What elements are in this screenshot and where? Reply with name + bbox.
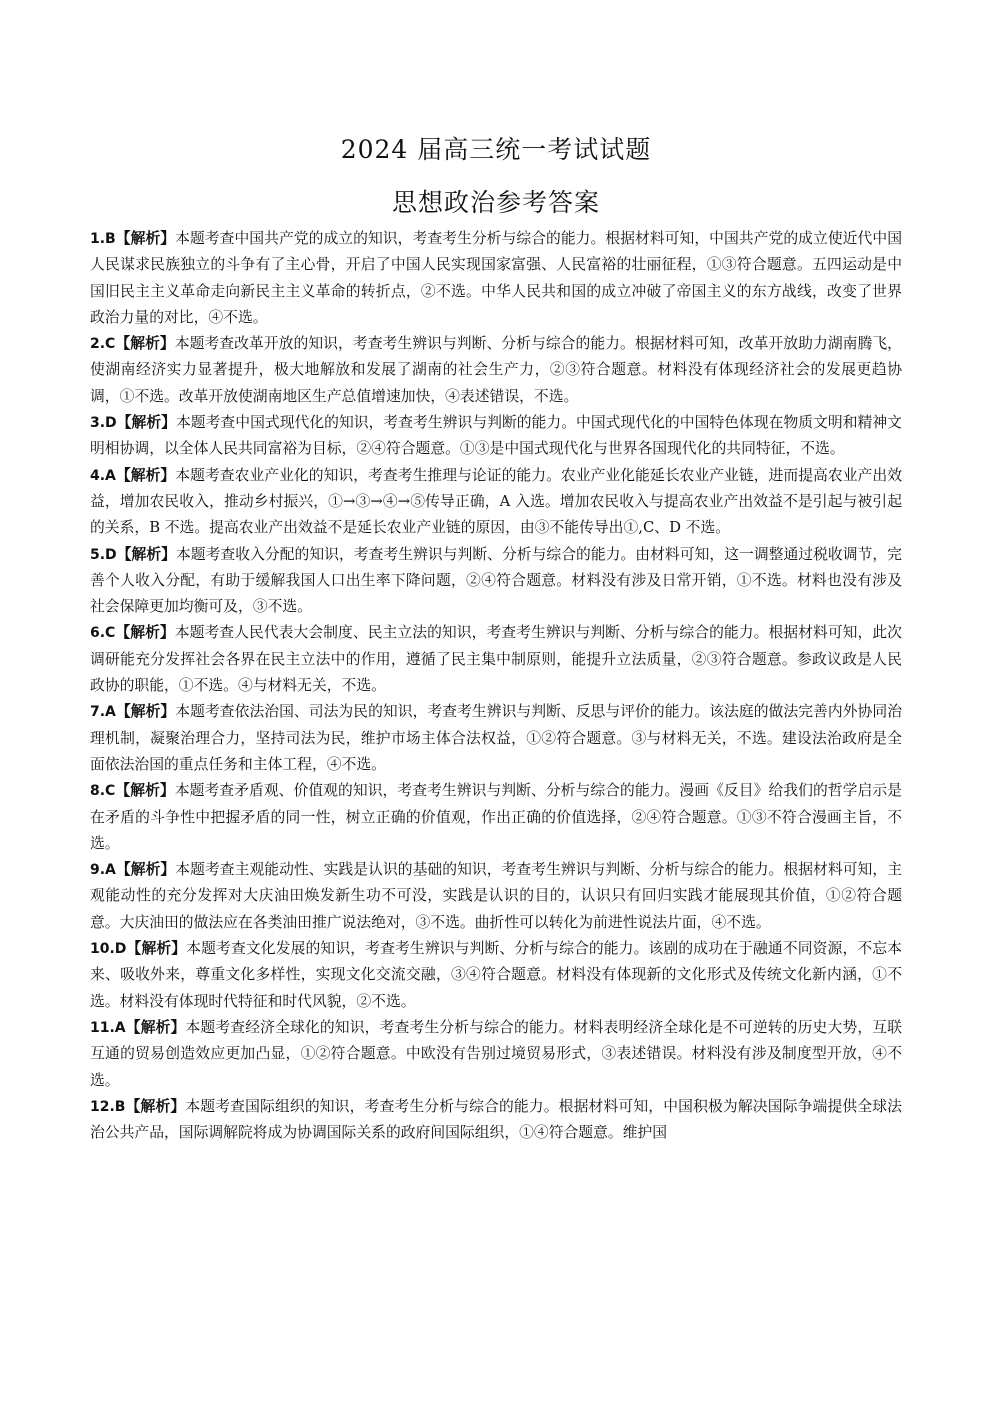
analysis-tag: 【解析】 — [115, 782, 175, 800]
answer-label: 7.A — [90, 704, 116, 721]
analysis-tag: 【解析】 — [115, 335, 175, 353]
analysis-tag: 【解析】 — [115, 703, 176, 721]
analysis-tag: 【解析】 — [115, 230, 176, 247]
answer-item-1 — [90, 226, 902, 331]
answer-label: 12.B — [90, 1098, 126, 1115]
document-title: 2024 届高三统一考试试题 — [340, 135, 652, 164]
answer-item-7 — [90, 699, 902, 778]
answer-item-12 — [90, 1094, 902, 1147]
analysis-tag: 【解析】 — [116, 414, 176, 432]
answer-label: 8.C — [90, 783, 116, 800]
answer-item-8 — [90, 778, 902, 857]
analysis-tag: 【解析】 — [126, 940, 187, 958]
analysis-tag: 【解析】 — [115, 466, 176, 484]
analysis-tag: 【解析】 — [115, 861, 176, 879]
answer-list — [90, 226, 902, 1146]
answer-label: 4.A — [90, 467, 116, 484]
answer-label: 9.A — [90, 862, 116, 879]
answer-item-4 — [90, 463, 902, 542]
answer-item-10 — [90, 936, 902, 1015]
analysis-tag: 【解析】 — [125, 1018, 186, 1036]
document-subtitle: 思想政治参考答案 — [391, 188, 600, 217]
answer-text: 本题考查人民代表大会制度、民主立法的知识，考查考生辨识与判断、分析与综合的能力。根据材料可知，此次调研能充分发挥社会各界在民主立法中的作用，遵循了民主集中制原则，能提升立法质量，②③符合题意。参政议政是人民政协的职能，①不选。④与材料无关，不选。 — [90, 624, 902, 695]
answer-text: 本题考查经济全球化的知识，考查考生分析与综合的能力。材料表明经济全球化是不可逆转的历史大势，互联互通的贸易创造效应更加凸显，①②符合题意。中欧没有告别过境贸易形式，③表述错误。材料没有涉及制度型开放，④不选。 — [90, 1018, 902, 1089]
analysis-tag: 【解析】 — [115, 624, 175, 642]
answer-text: 本题考查依法治国、司法为民的知识，考查考生辨识与判断、反思与评价的能力。该法庭的做法完善内外协同治理机制，凝聚治理合力，坚持司法为民，维护市场主体合法权益，①②符合题意。③与材料无关，不选。建设法治政府是全面依法治国的重点任务和主体工程，④不选。 — [90, 703, 902, 773]
answer-label: 2.C — [90, 336, 116, 353]
answer-text: 本题考查国际组织的知识，考查考生分析与综合的能力。根据材料可知，中国积极为解决国际争端提供全球法治公共产品，国际调解院将成为协调国际关系的政府间国际组织，①④符合题意。维护国 — [90, 1097, 902, 1142]
answer-text: 本题考查矛盾观、价值观的知识，考查考生辨识与判断、分析与综合的能力。漫画《反目》给我们的哲学启示是在矛盾的斗争性中把握矛盾的同一性，树立正确的价值观，作出正确的价值选择，②④符合题意。①③不符合漫画主旨，不选。 — [90, 782, 902, 852]
answer-item-6 — [90, 620, 902, 699]
answer-label: 1.B — [90, 231, 116, 247]
answer-text: 本题考查收入分配的知识，考查考生辨识与判断、分析与综合的能力。由材料可知，这一调整通过税收调节，完善个人收入分配，有助于缓解我国人口出生率下降问题，②④符合题意。材料没有涉及日常开销，①不选。材料也没有涉及社会保障更加均衡可及，③不选。 — [90, 545, 902, 616]
answer-label: 3.D — [90, 415, 117, 432]
answer-text: 本题考查文化发展的知识，考查考生辨识与判断、分析与综合的能力。该剧的成功在于融通不同资源，不忘本来、吸收外来，尊重文化多样性，实现文化交流交融，③④符合题意。材料没有体现新的文化形式及传统文化新内涵，①不选。材料没有体现时代特征和时代风貌，②不选。 — [90, 940, 902, 1010]
answer-text: 本题考查中国共产党的成立的知识，考查考生分析与综合的能力。根据材料可知，中国共产党的成立使近代中国人民谋求民族独立的斗争有了主心骨，开启了中国人民实现国家富强、人民富裕的壮丽征程，①③符合题意。五四运动是中国旧民主主义革命走向新民主主义革命的转折点，②不选。中华人民共和国的成立冲破了帝国主义的东方战线，改变了世界政治力量的对比，④不选。 — [90, 230, 902, 326]
answer-label: 5.D — [90, 546, 117, 563]
answer-text: 本题考查农业产业化的知识，考查考生推理与论证的能力。农业产业化能延长农业产业链，进而提高农业产出效益，增加农民收入，推动乡村振兴，①→③→④→⑤传导正确，A 入选。增加农民收入与提高农业产出效益不是引起与被引起的关系，B 不选。提高农业产出效益不是延长农业产业链的原因，由③不能传导出①,C、D 不选。 — [90, 466, 902, 537]
answer-item-9 — [90, 857, 902, 936]
analysis-tag: 【解析】 — [125, 1097, 186, 1115]
answer-text: 本题考查中国式现代化的知识，考查考生辨识与判断的能力。中国式现代化的中国特色体现在物质文明和精神文明相协调，以全体人民共同富裕为目标，②④符合题意。①③是中国式现代化与世界各国现代化的共同特征，不选。 — [90, 414, 902, 458]
answer-label: 10.D — [90, 941, 127, 958]
answer-item-11 — [90, 1015, 902, 1094]
answer-label: 11.A — [90, 1019, 126, 1036]
answer-item-3 — [90, 410, 902, 463]
answer-item-2 — [90, 331, 902, 410]
answer-label: 6.C — [90, 625, 116, 642]
answer-text: 本题考查改革开放的知识，考查考生辨识与判断、分析与综合的能力。根据材料可知，改革开放助力湖南腾飞，使湖南经济实力显著提升，极大地解放和发展了湖南的社会生产力，②③符合题意。材料没有体现经济社会的发展更趋协调，①不选。改革开放使湖南地区生产总值增速加快，④表述错误，不选。 — [90, 335, 902, 405]
analysis-tag: 【解析】 — [116, 545, 176, 563]
answer-text: 本题考查主观能动性、实践是认识的基础的知识，考查考生辨识与判断、分析与综合的能力。根据材料可知，主观能动性的充分发挥对大庆油田焕发新生功不可没，实践是认识的目的，认识只有回归实践才能展现其价值，①②符合题意。大庆油田的做法应在各类油田推广说法绝对，③不选。曲折性可以转化为前进性说法片面，④不选。 — [90, 861, 902, 931]
answer-item-5 — [90, 542, 902, 621]
